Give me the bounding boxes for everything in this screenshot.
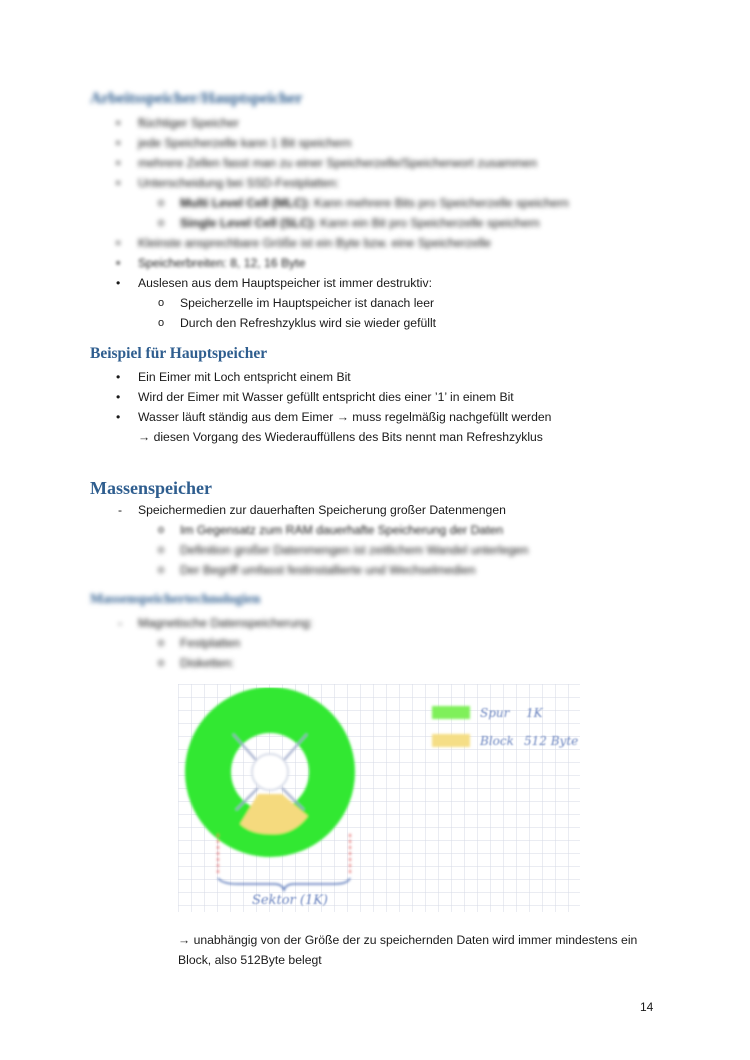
list-subitem: o Im Gegensatz zum RAM dauerhafte Speicherung der Daten (158, 523, 504, 537)
list-massenspeicher (118, 500, 529, 580)
heading-arbeitsspeicher: Arbeitsspeicher/Hauptspeicher (90, 90, 303, 107)
page-number: 14 (640, 1000, 654, 1014)
legend-swatch-block (432, 734, 470, 747)
list-item: • Kleinste ansprechbare Größe ist ein Byte bzw. eine Speicherzelle (116, 236, 491, 250)
heading-beispiel: Beispiel für Hauptspeicher (90, 345, 268, 362)
list-item: • Wird der Eimer mit Wasser gefüllt entspricht dies einer ’1’ in einem Bit (116, 390, 514, 404)
legend-label-spur: Spur (480, 706, 510, 720)
list-item: • Auslesen aus dem Hauptspeicher ist immer destruktiv: (116, 276, 432, 290)
list-item: • Speicherbreiten: 8, 12, 16 Byte (116, 256, 306, 270)
list-subitem: o Der Begriff umfasst festinstallierte und Wechselmedien (158, 563, 476, 577)
list-item: • flüchtiger Speicher (116, 116, 239, 130)
heading-massenspeichertechnologien: Massenspeichertechnologien (90, 592, 261, 607)
diskette-sketch (178, 684, 580, 912)
list-item: • Wasser läuft ständig aus dem Eimer → muss regelmäßig nachgefüllt werden (116, 410, 552, 424)
note-line: → unabhängig von der Größe der zu speichernden Daten wird immer mindestens ein (178, 933, 638, 947)
list-item: • Ein Eimer mit Loch entspricht einem Bit (116, 370, 351, 384)
list-continuation: → diesen Vorgang des Wiederauffüllens des Bits nennt man Refreshzyklus (138, 430, 543, 444)
list-item: • mehrere Zellen fasst man zu einer Speicherzelle/Speicherwort zusammen (116, 156, 537, 170)
list-item: - Speichermedien zur dauerhaften Speicherung großer Datenmengen (118, 503, 506, 517)
sector-label: Sektor (1K) (252, 893, 329, 908)
disk-hub (252, 754, 288, 790)
list-item: - Magnetische Datenspeicherung: (118, 616, 313, 630)
diskette-figure (178, 684, 580, 912)
list-subitem: o Speicherzelle im Hauptspeicher ist danach leer (158, 296, 435, 310)
list-subitem: o Disketten: (158, 656, 235, 670)
list-item: • Unterscheidung bei SSD-Festplatten: (116, 176, 340, 190)
list-subitem: o Festplatten (158, 636, 241, 650)
list-beispiel (116, 367, 552, 447)
list-subitem: o Single Level Cell (SLC): Kann ein Bit pro Speicherzelle speichern (158, 216, 540, 230)
list-item: • jede Speicherzelle kann 1 Bit speichern (116, 136, 352, 150)
list-subitem: o Definition großer Datenmengen ist zeitlichem Wandel unterlegen (158, 543, 529, 557)
list-arbeitsspeicher (116, 113, 569, 333)
list-subitem: o Durch den Refreshzyklus wird sie wieder gefüllt (158, 316, 437, 330)
legend-value-spur: 1K (526, 706, 543, 720)
list-subitem: o Multi Level Cell (MLC): Kann mehrere Bits pro Speicherzelle speichern (158, 196, 569, 210)
legend-value-block: 512 Byte (524, 734, 579, 748)
heading-massenspeicher: Massenspeicher (90, 478, 212, 498)
note-line: Block, also 512Byte belegt (178, 953, 322, 967)
legend-swatch-spur (432, 706, 470, 719)
note-block (178, 930, 637, 970)
legend-label-block: Block (480, 734, 514, 748)
list-technologien (118, 613, 313, 673)
